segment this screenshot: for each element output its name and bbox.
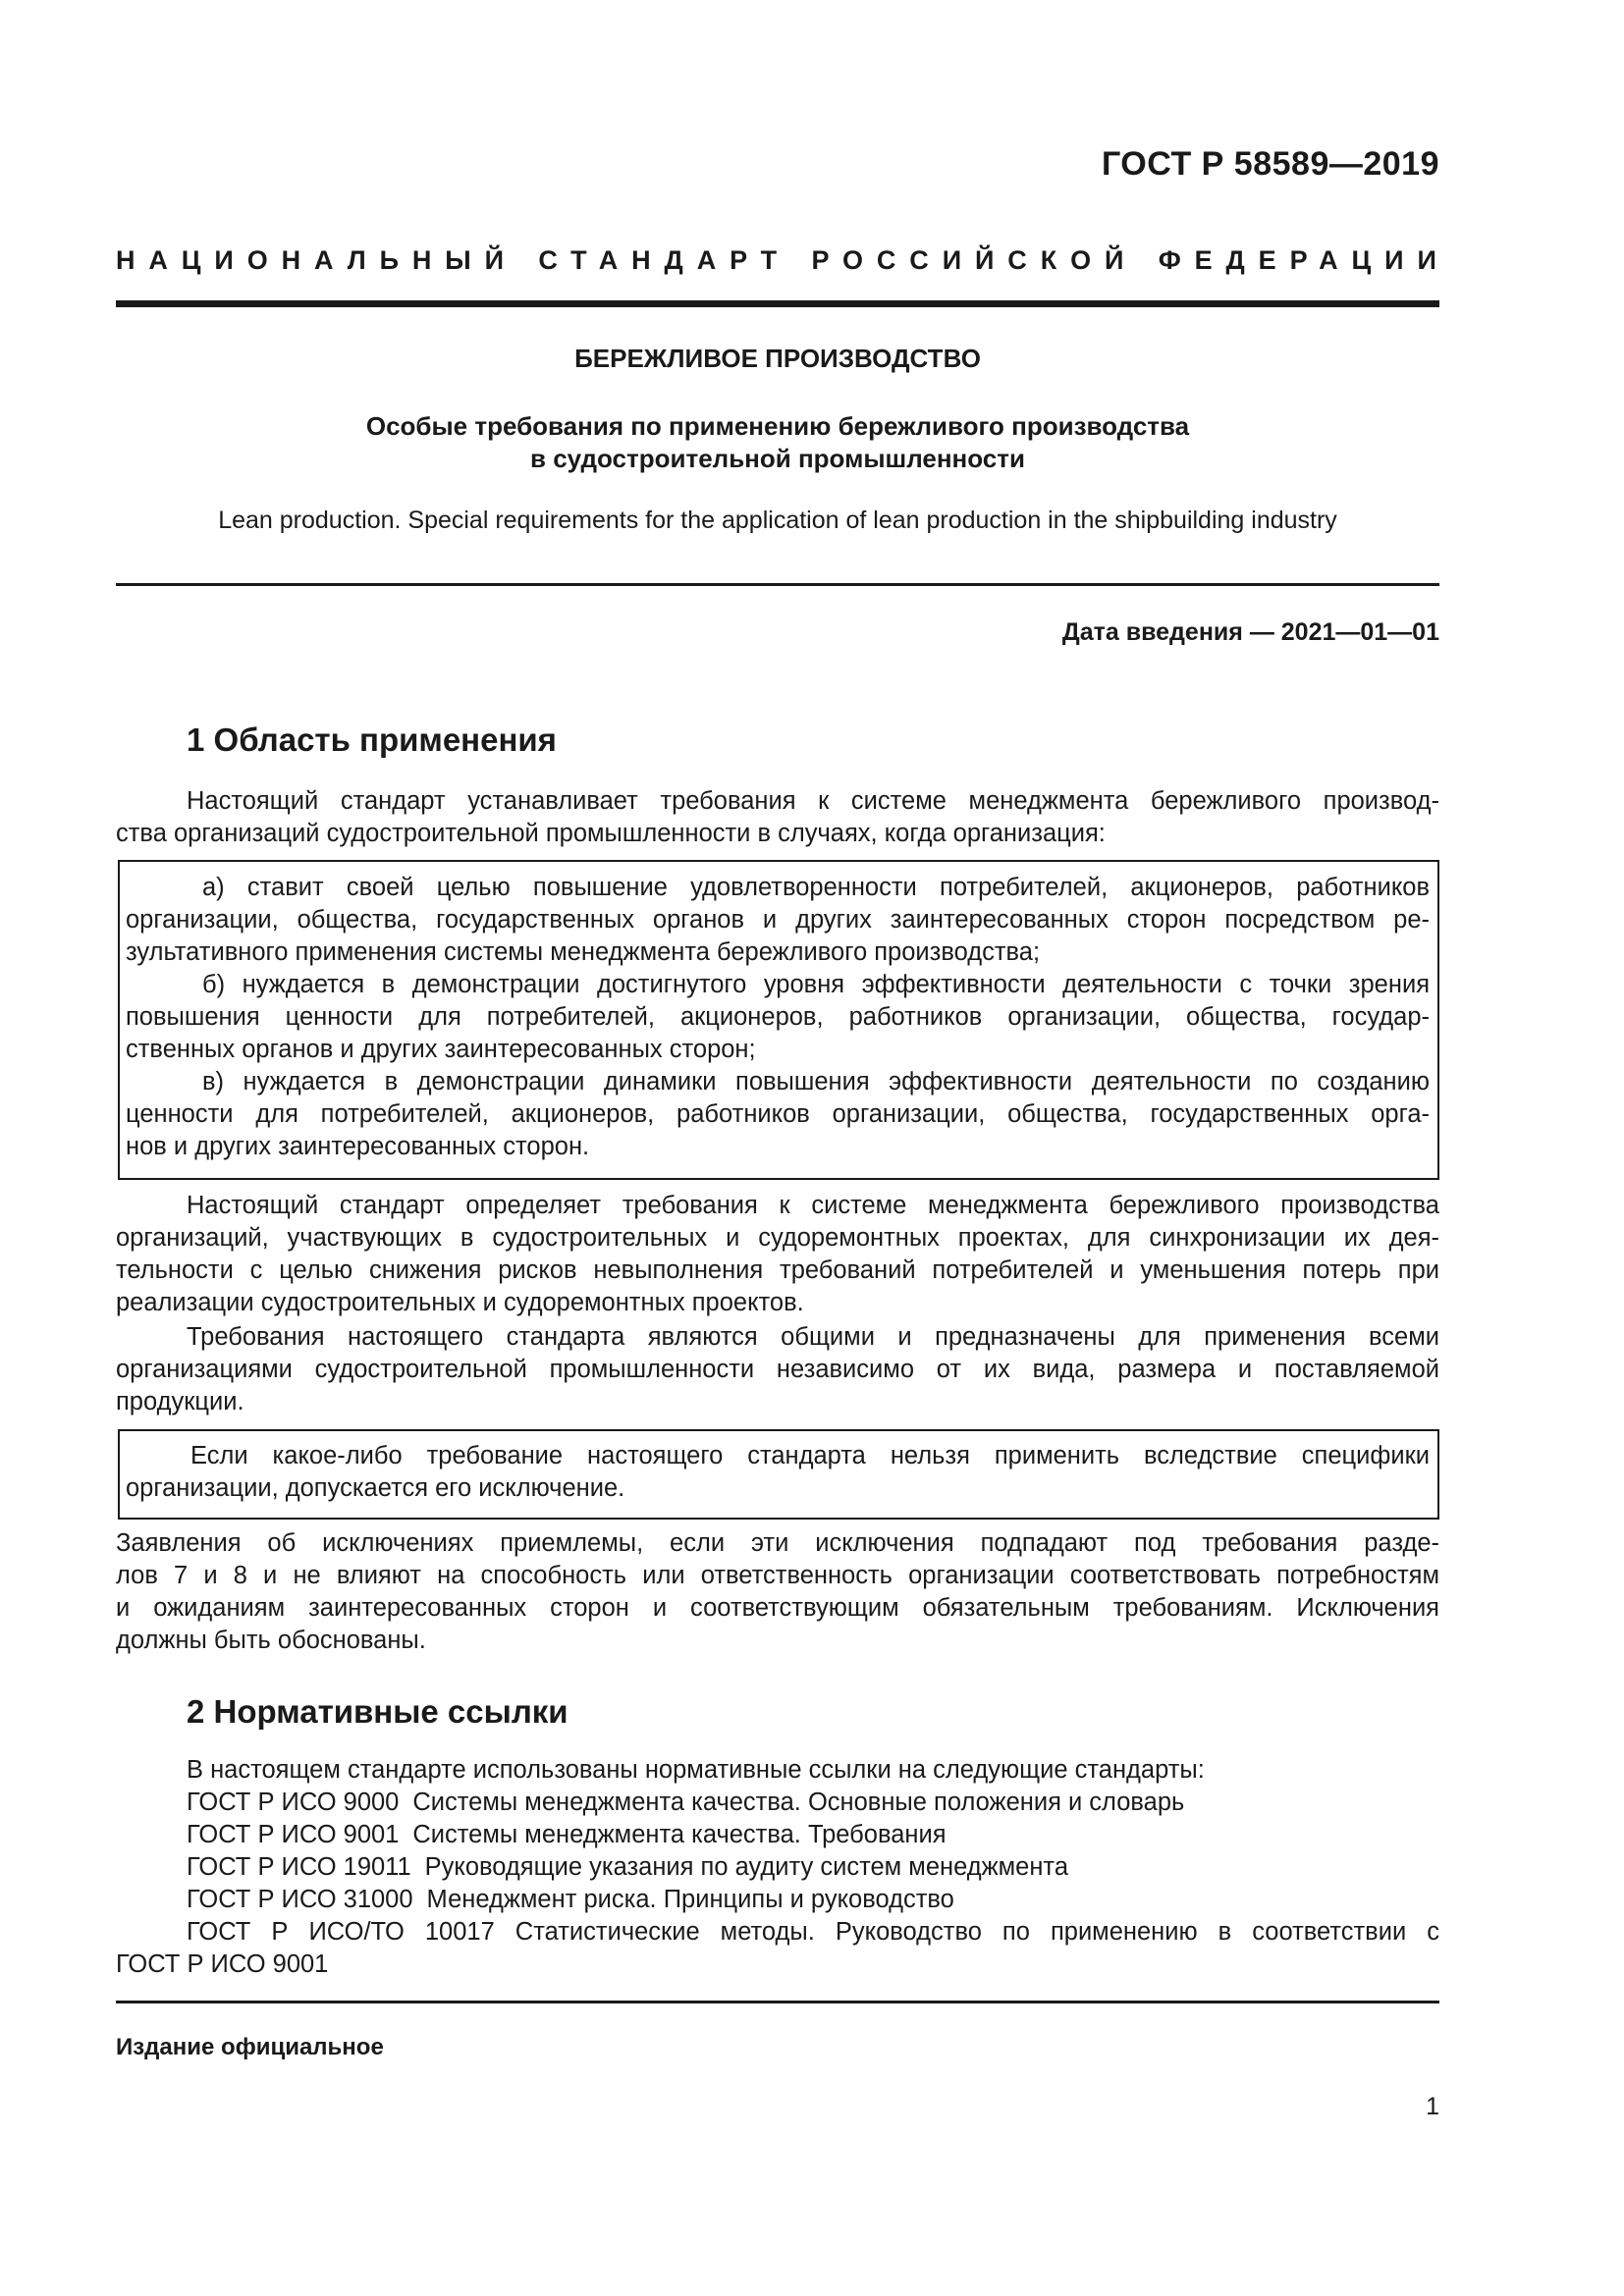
reference-code: ГОСТ Р ИСО 9001: [187, 1821, 400, 1848]
reference-code: ГОСТ Р ИСО 9000: [187, 1789, 400, 1816]
reference-title: Системы менеджмента качества. Требования: [412, 1821, 947, 1848]
text-line: повышения ценности для потребителей, акционеров, работников организации, общества, государ-: [126, 1003, 1430, 1031]
text-line: реализации судостроительных и судоремонтных проектов.: [116, 1289, 804, 1316]
subtitle: [116, 410, 1439, 475]
title-divider: [116, 583, 1439, 586]
text-line: должны быть обоснованы.: [116, 1627, 426, 1654]
reference-title: Руководящие указания по аудиту систем менеджмента: [424, 1853, 1069, 1881]
subtitle-line-2: в судостроительной промышленности: [530, 444, 1025, 473]
reference-title: Системы менеджмента качества. Основные положения и словарь: [412, 1789, 1185, 1816]
references-intro: В настоящем стандарте использованы нормативные ссылки на следующие стандарты:: [187, 1756, 1205, 1784]
reference-code: ГОСТ Р ИСО 31000: [187, 1886, 413, 1913]
section-1-paragraph-4: [116, 1527, 1439, 1657]
national-standard-banner: НАЦИОНАЛЬНЫЙ СТАНДАРТ РОССИЙСКОЙ ФЕДЕРАЦИИ: [116, 245, 1450, 275]
official-edition-label: Издание официальное: [116, 2034, 384, 2060]
footer-divider: [116, 2001, 1439, 2003]
list-item-c: в) нуждается в демонстрации динамики повышения эффективности деятельности по созданию: [202, 1068, 1430, 1095]
introduction-date: Дата введения — 2021—01—01: [1061, 618, 1439, 646]
reference-title: Менеджмент риска. Принципы и руководство: [426, 1886, 954, 1913]
section-1-paragraph-2: [116, 1190, 1439, 1319]
page-number: 1: [1426, 2093, 1439, 2120]
text-line: организациями судостроительной промышленности независимо от их вида, размера и поставляемой: [116, 1356, 1439, 1383]
document-number: ГОСТ Р 58589—2019: [1101, 145, 1439, 183]
document-page: [116, 0, 1450, 2296]
reference-item-last: ГОСТ Р ИСО/ТО 10017 Статистические методы. Руководство по применению в соответствии с: [187, 1918, 1439, 1946]
list-item-b: б) нуждается в демонстрации достигнутого уровня эффективности деятельности с точки зрения: [202, 971, 1430, 998]
text-line: организации, общества, государственных органов и других заинтересованных сторон посредством ре-: [126, 906, 1430, 934]
text-line: ственных органов и других заинтересованных сторон;: [126, 1036, 756, 1063]
text-line: Если какое-либо требование настоящего стандарта нельзя применить вследствие специфики: [190, 1442, 1430, 1469]
reference-item: [116, 1787, 1439, 1819]
text-line: Настоящий стандарт устанавливает требования к системе менеджмента бережливого производ-: [187, 787, 1439, 815]
text-line: и ожиданиям заинтересованных сторон и соответствующим обязательным требованиям. Исключения: [116, 1594, 1439, 1622]
text-line: зультативного применения системы менеджмента бережливого производства;: [126, 938, 1041, 966]
list-item-a: а) ставит своей целью повышение удовлетворенности потребителей, акционеров, работников: [202, 874, 1430, 901]
section-1-heading: 1 Область применения: [187, 721, 557, 758]
text-line: нов и других заинтересованных сторон.: [126, 1133, 590, 1160]
reference-item: [116, 1851, 1439, 1884]
text-line: Заявления об исключениях приемлемы, если эти исключения подпадают под требования разде-: [116, 1529, 1439, 1557]
text-line: тельности с целью снижения рисков невыполнения требований потребителей и уменьшения потерь при: [116, 1256, 1439, 1284]
section-2-heading: 2 Нормативные ссылки: [187, 1693, 568, 1730]
text-line: Требования настоящего стандарта являются общими и предназначены для применения всеми: [187, 1323, 1439, 1351]
english-title: Lean production. Special requirements for the application of lean production in the shipbuilding industry: [218, 507, 1337, 534]
conditions-box: [118, 860, 1439, 1180]
text-line: продукции.: [116, 1388, 244, 1415]
text-line: ства организаций судостроительной промышленности в случаях, когда организация:: [116, 820, 1106, 847]
section-1-paragraph-3: [116, 1321, 1439, 1418]
reference-item: [116, 1884, 1439, 1916]
text-line: ГОСТ Р ИСО 9001: [116, 1950, 329, 1978]
reference-code: ГОСТ Р ИСО 19011: [187, 1853, 411, 1881]
main-title: БЕРЕЖЛИВОЕ ПРОИЗВОДСТВО: [574, 344, 981, 373]
subtitle-line-1: Особые требования по применению бережливого производства: [365, 411, 1190, 441]
text-line: Настоящий стандарт определяет требования к системе менеджмента бережливого производства: [187, 1192, 1439, 1219]
normative-references: [116, 1754, 1439, 1981]
text-line: лов 7 и 8 и не влияют на способность или ответственность организации соответствовать потребностям: [116, 1562, 1439, 1589]
text-line: организаций, участвующих в судостроительных и судоремонтных проектах, для синхронизации их дея-: [116, 1224, 1439, 1252]
text-line: ценности для потребителей, акционеров, работников организации, общества, государственных орга-: [126, 1100, 1430, 1128]
text-line: организации, допускается его исключение.: [126, 1474, 625, 1502]
section-1-paragraph-1: [116, 785, 1439, 850]
reference-item: [116, 1819, 1439, 1851]
header-divider: [116, 300, 1439, 307]
exclusion-note-box: [118, 1429, 1439, 1520]
